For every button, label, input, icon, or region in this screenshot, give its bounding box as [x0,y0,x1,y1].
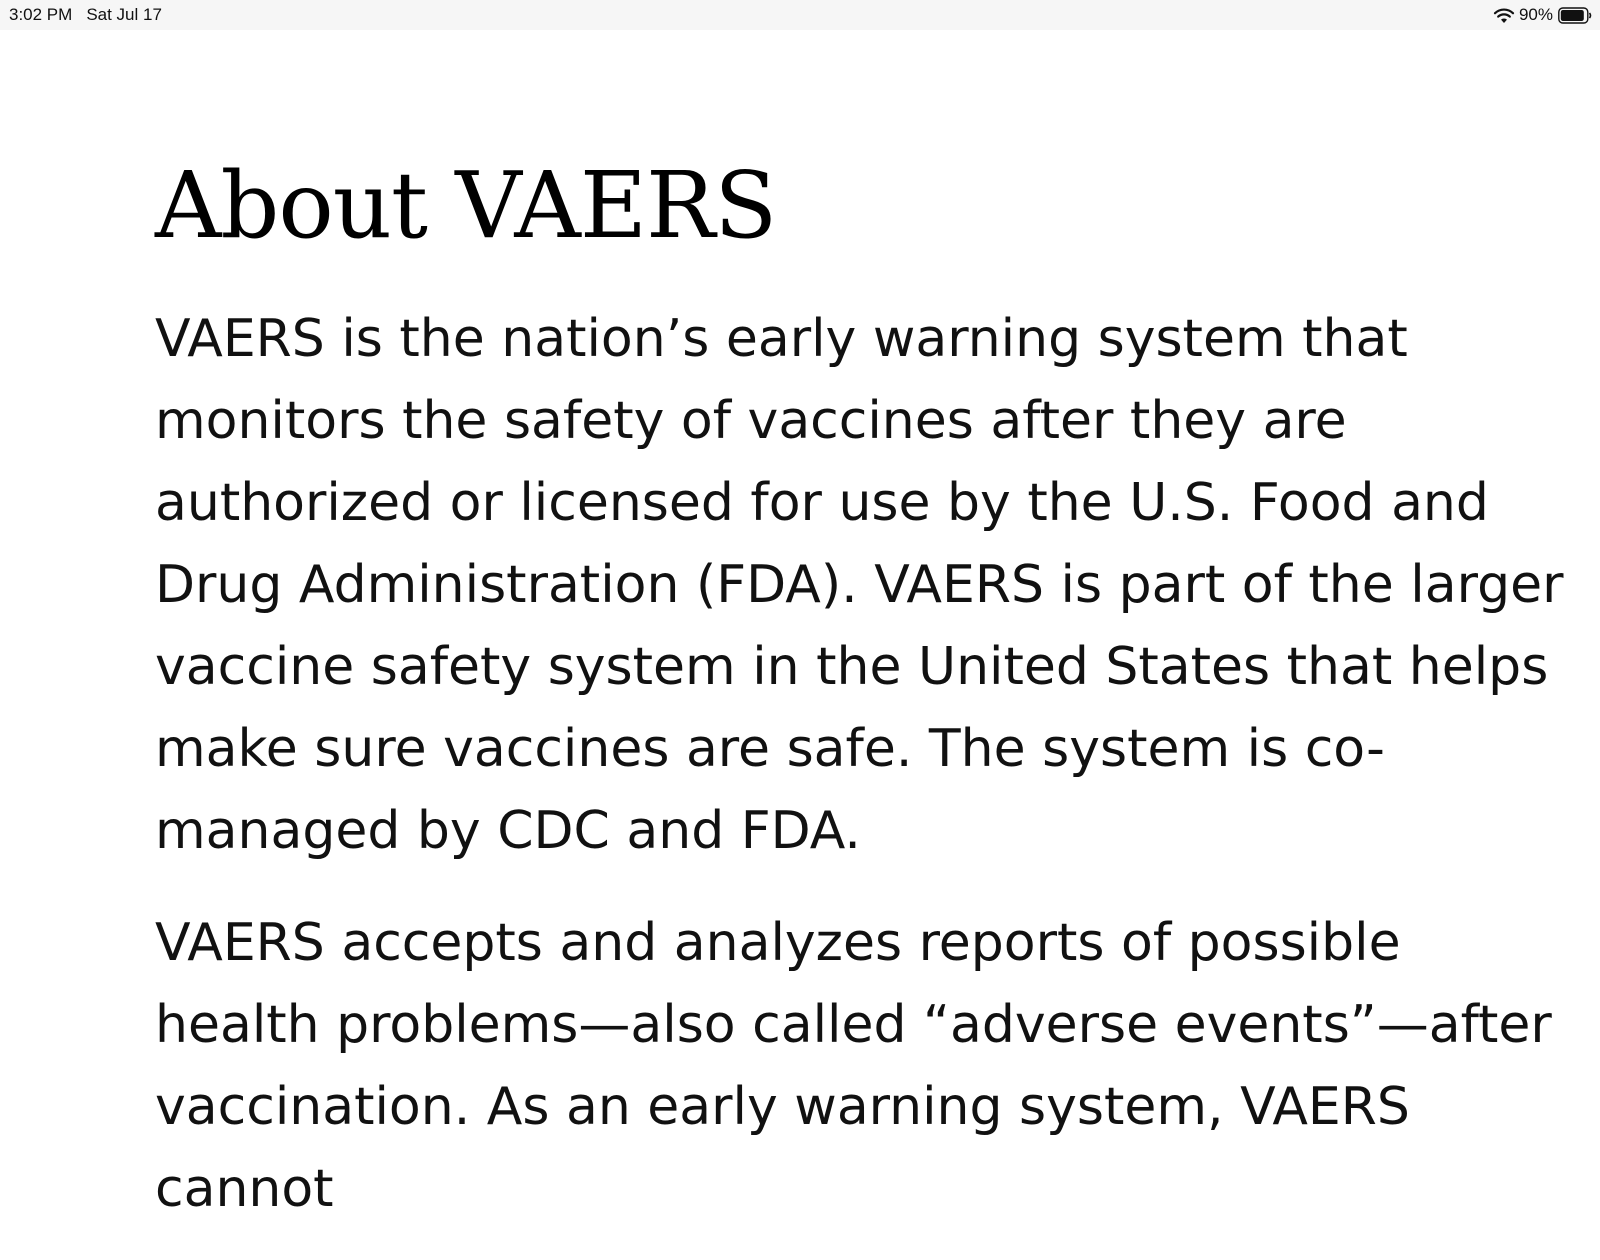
status-right [1493,5,1592,25]
battery-icon [1558,7,1592,24]
article-content [155,150,1575,1260]
paragraph-1: VAERS is the nation’s early warning system that monitors the safety of vaccines after they are authorized or licensed for use by the U.S. Food and Drug Administration (FDA). VAERS is part of the larger vaccine safety system in the United States that helps make sure vaccines are safe. The system is co-managed by CDC and FDA. [155,309,1564,861]
paragraph-2: VAERS accepts and analyzes reports of possible health problems—also called “adverse events”—after vaccination. As an early warning system, VAERS cannot [155,913,1552,1219]
status-bar [0,0,1600,30]
wifi-icon [1493,7,1515,24]
battery-percent: 90% [1518,5,1553,24]
status-time: 3:02 PM [9,5,73,24]
status-date: Sat Jul 17 [86,5,162,24]
status-left [9,5,162,25]
page-title: About VAERS [155,152,777,259]
